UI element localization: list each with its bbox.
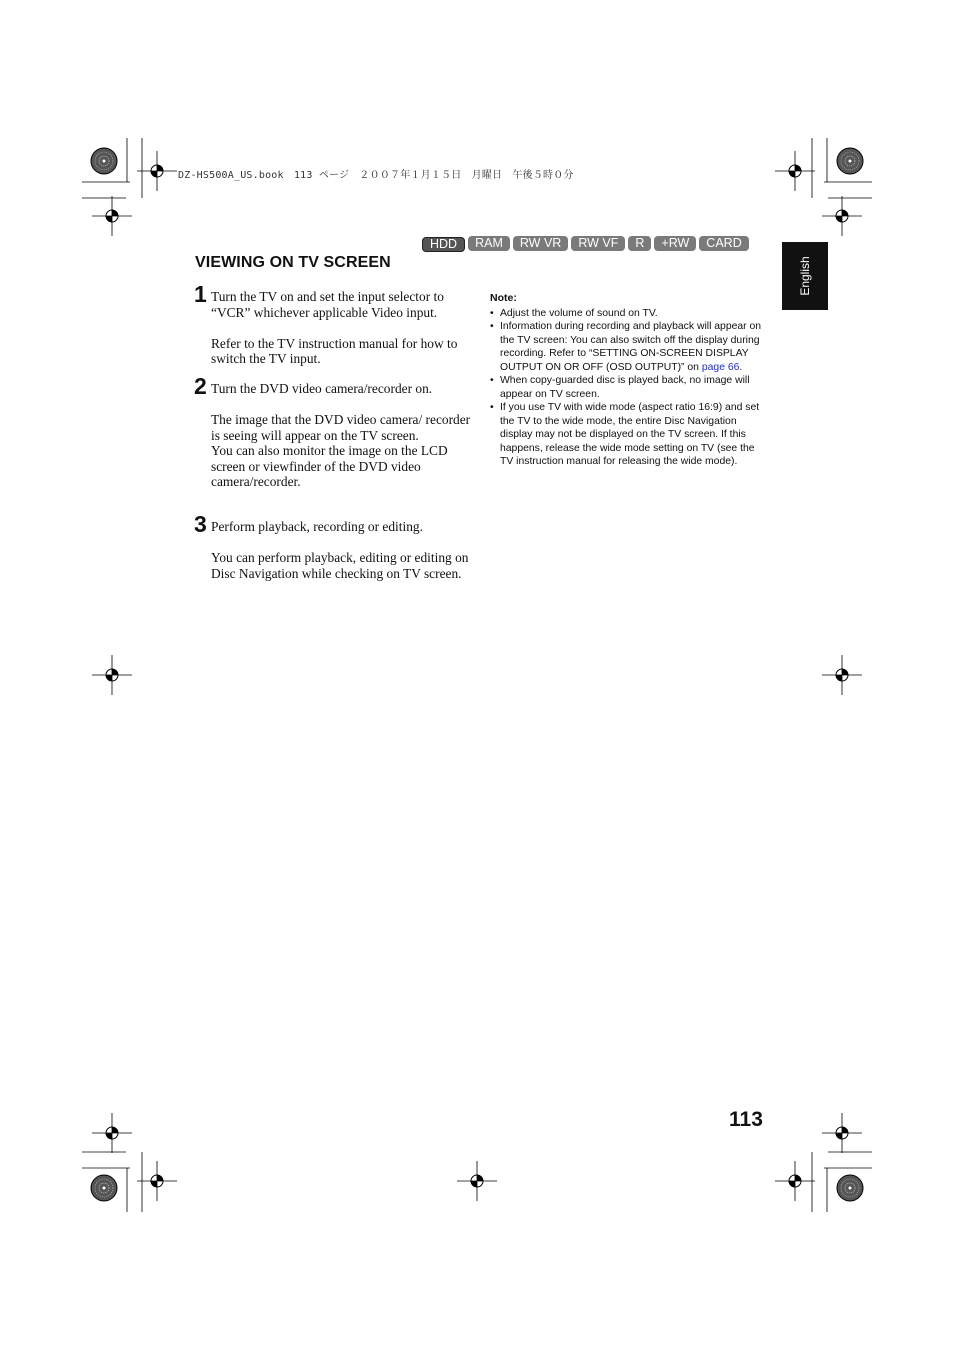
- media-tab-ram: RAM: [468, 236, 510, 251]
- step-2-text: [211, 381, 473, 490]
- note-box: [490, 292, 770, 469]
- step-number-2: 2: [194, 373, 207, 399]
- step-1-text: [211, 289, 473, 367]
- step-1-instruction: Turn the TV on and set the input selector to “VCR” whichever applicable Video input.: [211, 289, 444, 320]
- step-1-detail: Refer to the TV instruction manual for how to switch the TV input.: [211, 335, 458, 366]
- note-title: Note:: [490, 292, 517, 304]
- note-item: • When copy-guarded disc is played back, no image will appear on TV screen.: [490, 374, 770, 401]
- note-item: • Information during recording and playback will appear on the TV screen: You can also switch off the display during recording. Refer to “SETTING ON-SCREEN DISPLAY OUTPUT ON OR OFF (OSD OUTPUT)” on page 66.: [490, 320, 770, 374]
- language-tab-label: English: [798, 256, 812, 296]
- registration-mark: [92, 1113, 132, 1153]
- page-number: 113: [729, 1108, 763, 1131]
- media-tab-hdd: HDD: [422, 237, 465, 252]
- media-tab-card: CARD: [699, 236, 748, 251]
- media-tab-plus-rw: +RW: [654, 236, 696, 251]
- registration-mark: [822, 1113, 862, 1153]
- step-3-text: [211, 519, 473, 581]
- note-item: • If you use TV with wide mode (aspect ratio 16:9) and set the TV to the wide mode, the entire Disc Navigation display may not be displayed on the TV screen. If this happens, release the wide mode setting on TV (see the TV instruction manual for releasing the wide mode).: [490, 401, 770, 469]
- media-tab-r: R: [628, 236, 651, 251]
- step-3-instruction: Perform playback, recording or editing.: [211, 519, 423, 534]
- media-type-tabs: [422, 236, 749, 252]
- starburst-mark: [91, 148, 117, 174]
- registration-mark: [457, 1161, 497, 1201]
- step-2-instruction: Turn the DVD video camera/recorder on.: [211, 381, 433, 396]
- step-number-1: 1: [194, 281, 207, 307]
- note-list: [490, 307, 770, 469]
- file-info-header: DZ-HS500A_US.book 113 ページ ２００７年１月１５日 月曜日 午後５時０分: [178, 170, 574, 181]
- media-tab-rw-vf: RW VF: [571, 236, 625, 251]
- step-2-detail: The image that the DVD video camera/ recorder is seeing will appear on the TV screen.: [211, 412, 471, 443]
- step-2-detail-2: You can also monitor the image on the LCD screen or viewfinder of the DVD video camera/recorder.: [211, 443, 448, 489]
- step-3-detail: You can perform playback, editing or editing on Disc Navigation while checking on TV screen.: [211, 550, 469, 581]
- registration-mark: [137, 151, 177, 191]
- registration-mark: [775, 151, 815, 191]
- step-number-3: 3: [194, 511, 207, 537]
- registration-mark: [137, 1161, 177, 1201]
- starburst-mark: [837, 1175, 863, 1201]
- registration-mark: [822, 655, 862, 695]
- note-item: • Adjust the volume of sound on TV.: [490, 307, 770, 321]
- registration-mark: [92, 196, 132, 236]
- registration-mark: [822, 196, 862, 236]
- section-title: VIEWING ON TV SCREEN: [195, 254, 391, 271]
- starburst-mark: [91, 1175, 117, 1201]
- registration-mark: [775, 1161, 815, 1201]
- media-tab-rw-vr: RW VR: [513, 236, 568, 251]
- starburst-mark: [837, 148, 863, 174]
- page-66-link[interactable]: page 66: [701, 361, 740, 373]
- language-tab: [782, 242, 828, 310]
- registration-mark: [92, 655, 132, 695]
